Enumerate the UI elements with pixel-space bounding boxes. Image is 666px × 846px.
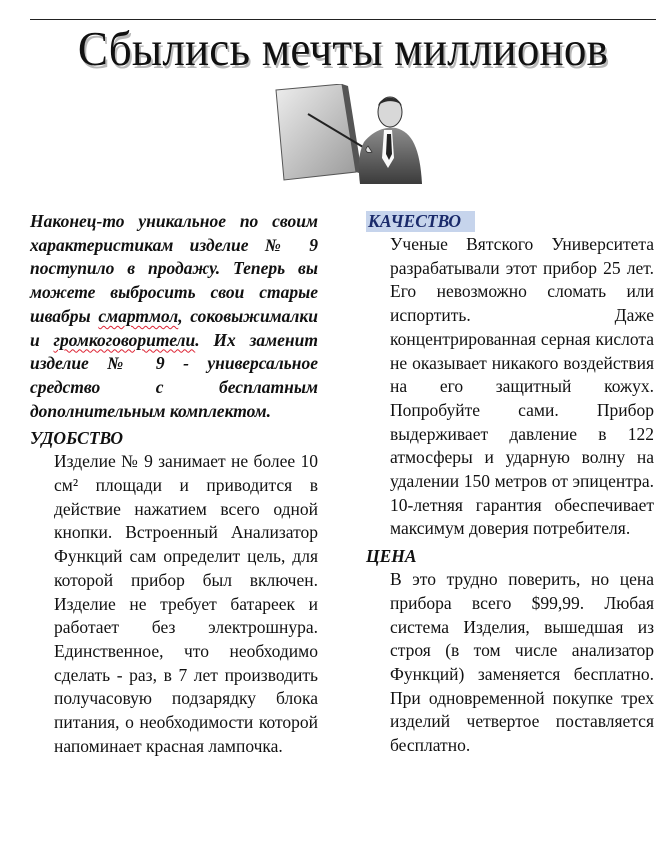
section-heading-price: ЦЕНА xyxy=(366,546,417,567)
intro-text-b: , соковыжималки и xyxy=(30,305,319,350)
section-text-convenience: Изделие № 9 занимает не более 10 см² площади и приводится в действие нажатием всего одной кнопки. Встроенный Анализатор Функций сам определит цель, для которой прибор был включен. Изделие не требует батареек и работает без электрошнура. Единственное, что необходимо сделать - раз, в 7 лет производить получасовую подзарядку блока питания, о необходимости которой напоминает красная лампочка. xyxy=(54,451,318,756)
section-heading-quality xyxy=(366,210,654,233)
left-column xyxy=(30,210,318,758)
section-text-quality: Ученые Вятского Университета разрабатывали этот прибор 25 лет. Его невозможно сломать или испортить. Даже концентрированная серная кислота не оказывает никакого воздействия на его защитный кожух. Попробуйте сами. Прибор выдерживает давление в 122 атмосферы и ударную волну на удалении 150 метров от эпицентра. 10-летняя гарантия обеспечивает максимум доверия потребителя. xyxy=(390,234,654,539)
intro-text-a: Наконец-то уникальное по своим характеристикам изделие № 9 поступило в продажу. Теперь вы можете выбросить свои старые швабры xyxy=(30,211,318,326)
intro-misspelled-word-1: смартмол xyxy=(98,305,179,326)
section-text-price: В это трудно поверить, но цена прибора всего $99,99. Любая система Изделия, вышедшая из строя (в том числе анализатор Функций) заменяется бесплатно. При одновременной покупке трех изделий четвертое поставляется бесплатно. xyxy=(390,569,654,756)
presenter-at-board-icon xyxy=(272,84,422,184)
intro-misspelled-word-2: громкоговорители xyxy=(53,329,196,350)
section-heading-quality-text: КАЧЕСТВО xyxy=(366,211,475,232)
intro-paragraph xyxy=(30,210,318,423)
page-title: Сбылись мечты миллионов xyxy=(77,21,609,76)
right-column xyxy=(366,210,654,758)
intro-text-c: . Их заменит изделие № 9 - универсальное средство с бесплатным дополнительным комплектом. xyxy=(30,329,318,421)
section-heading-convenience: УДОБСТВО xyxy=(30,428,124,449)
